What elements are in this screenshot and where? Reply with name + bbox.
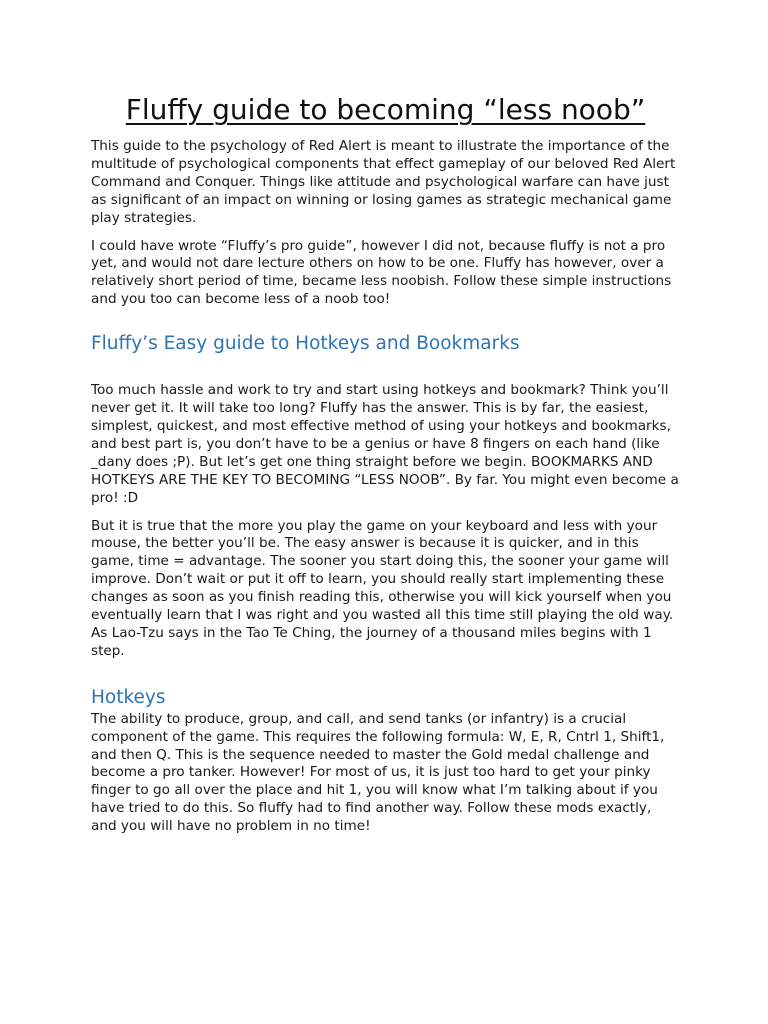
intro-paragraph: I could have wrote “Fluffy’s pro guide”, however I did not, because fluffy is not a pro yet, and would not dare lecture others on how to be one. Fluffy has however, over a relatively short period of time, became less noobish. Follow these simple instructions and you too can become less of a noob too!: [91, 237, 672, 308]
intro-paragraph: This guide to the psychology of Red Alert is meant to illustrate the importance of the multitude of psychological components that effect gameplay of our beloved Red Alert Command and Conquer. Things like attitude and psychological warfare can have just as significant of an impact on winning or losing games as strategic mechanical game play strategies.: [91, 138, 676, 226]
section-heading-hotkeys-bookmarks: Fluffy’s Easy guide to Hotkeys and Bookmarks: [91, 333, 520, 355]
section-paragraph: Too much hassle and work to try and start using hotkeys and bookmark? Think you’ll never get it. It will take too long? Fluffy has the answer. This is by far, the easiest, simplest, quickest, and most effective method of using your hotkeys and bookmarks, and best part is, you don’t have to be a genius or have 8 fingers on each hand (like _dany does ;P). But let’s get one thing straight before we begin. BOOKMARKS AND HOTKEYS ARE THE KEY TO BECOMING “LESS NOOB”. By far. You might even become a pro! :D: [91, 382, 679, 506]
section-paragraph: But it is true that the more you play the game on your keyboard and less with your mouse, the better you’ll be. The easy answer is because it is quicker, and in this game, time = advantage. The sooner you start doing this, the sooner your game will improve. Don’t wait or put it off to learn, you should really start implementing these changes as soon as you finish reading this, otherwise you will kick yourself when you eventually learn that I was right and you wasted all this time still playing the old way. As Lao-Tzu says in the Tao Te Ching, the journey of a thousand miles begins with 1 step.: [91, 517, 674, 659]
document-title: Fluffy guide to becoming “less noob”: [125, 93, 646, 126]
section-heading-hotkeys: Hotkeys: [91, 686, 166, 708]
section-paragraph: The ability to produce, group, and call, and send tanks (or infantry) is a crucial component of the game. This requires the following formula: W, E, R, Cntrl 1, Shift1, and then Q. This is the sequence needed to master the Gold medal challenge and become a pro tanker. However! For most of us, it is just too hard to get your pinky finger to go all over the place and hit 1, you will know what I’m talking about if you have tried to do this. So fluffy had to find another way. Follow these mods exactly, and you will have no problem in no time!: [91, 710, 665, 835]
